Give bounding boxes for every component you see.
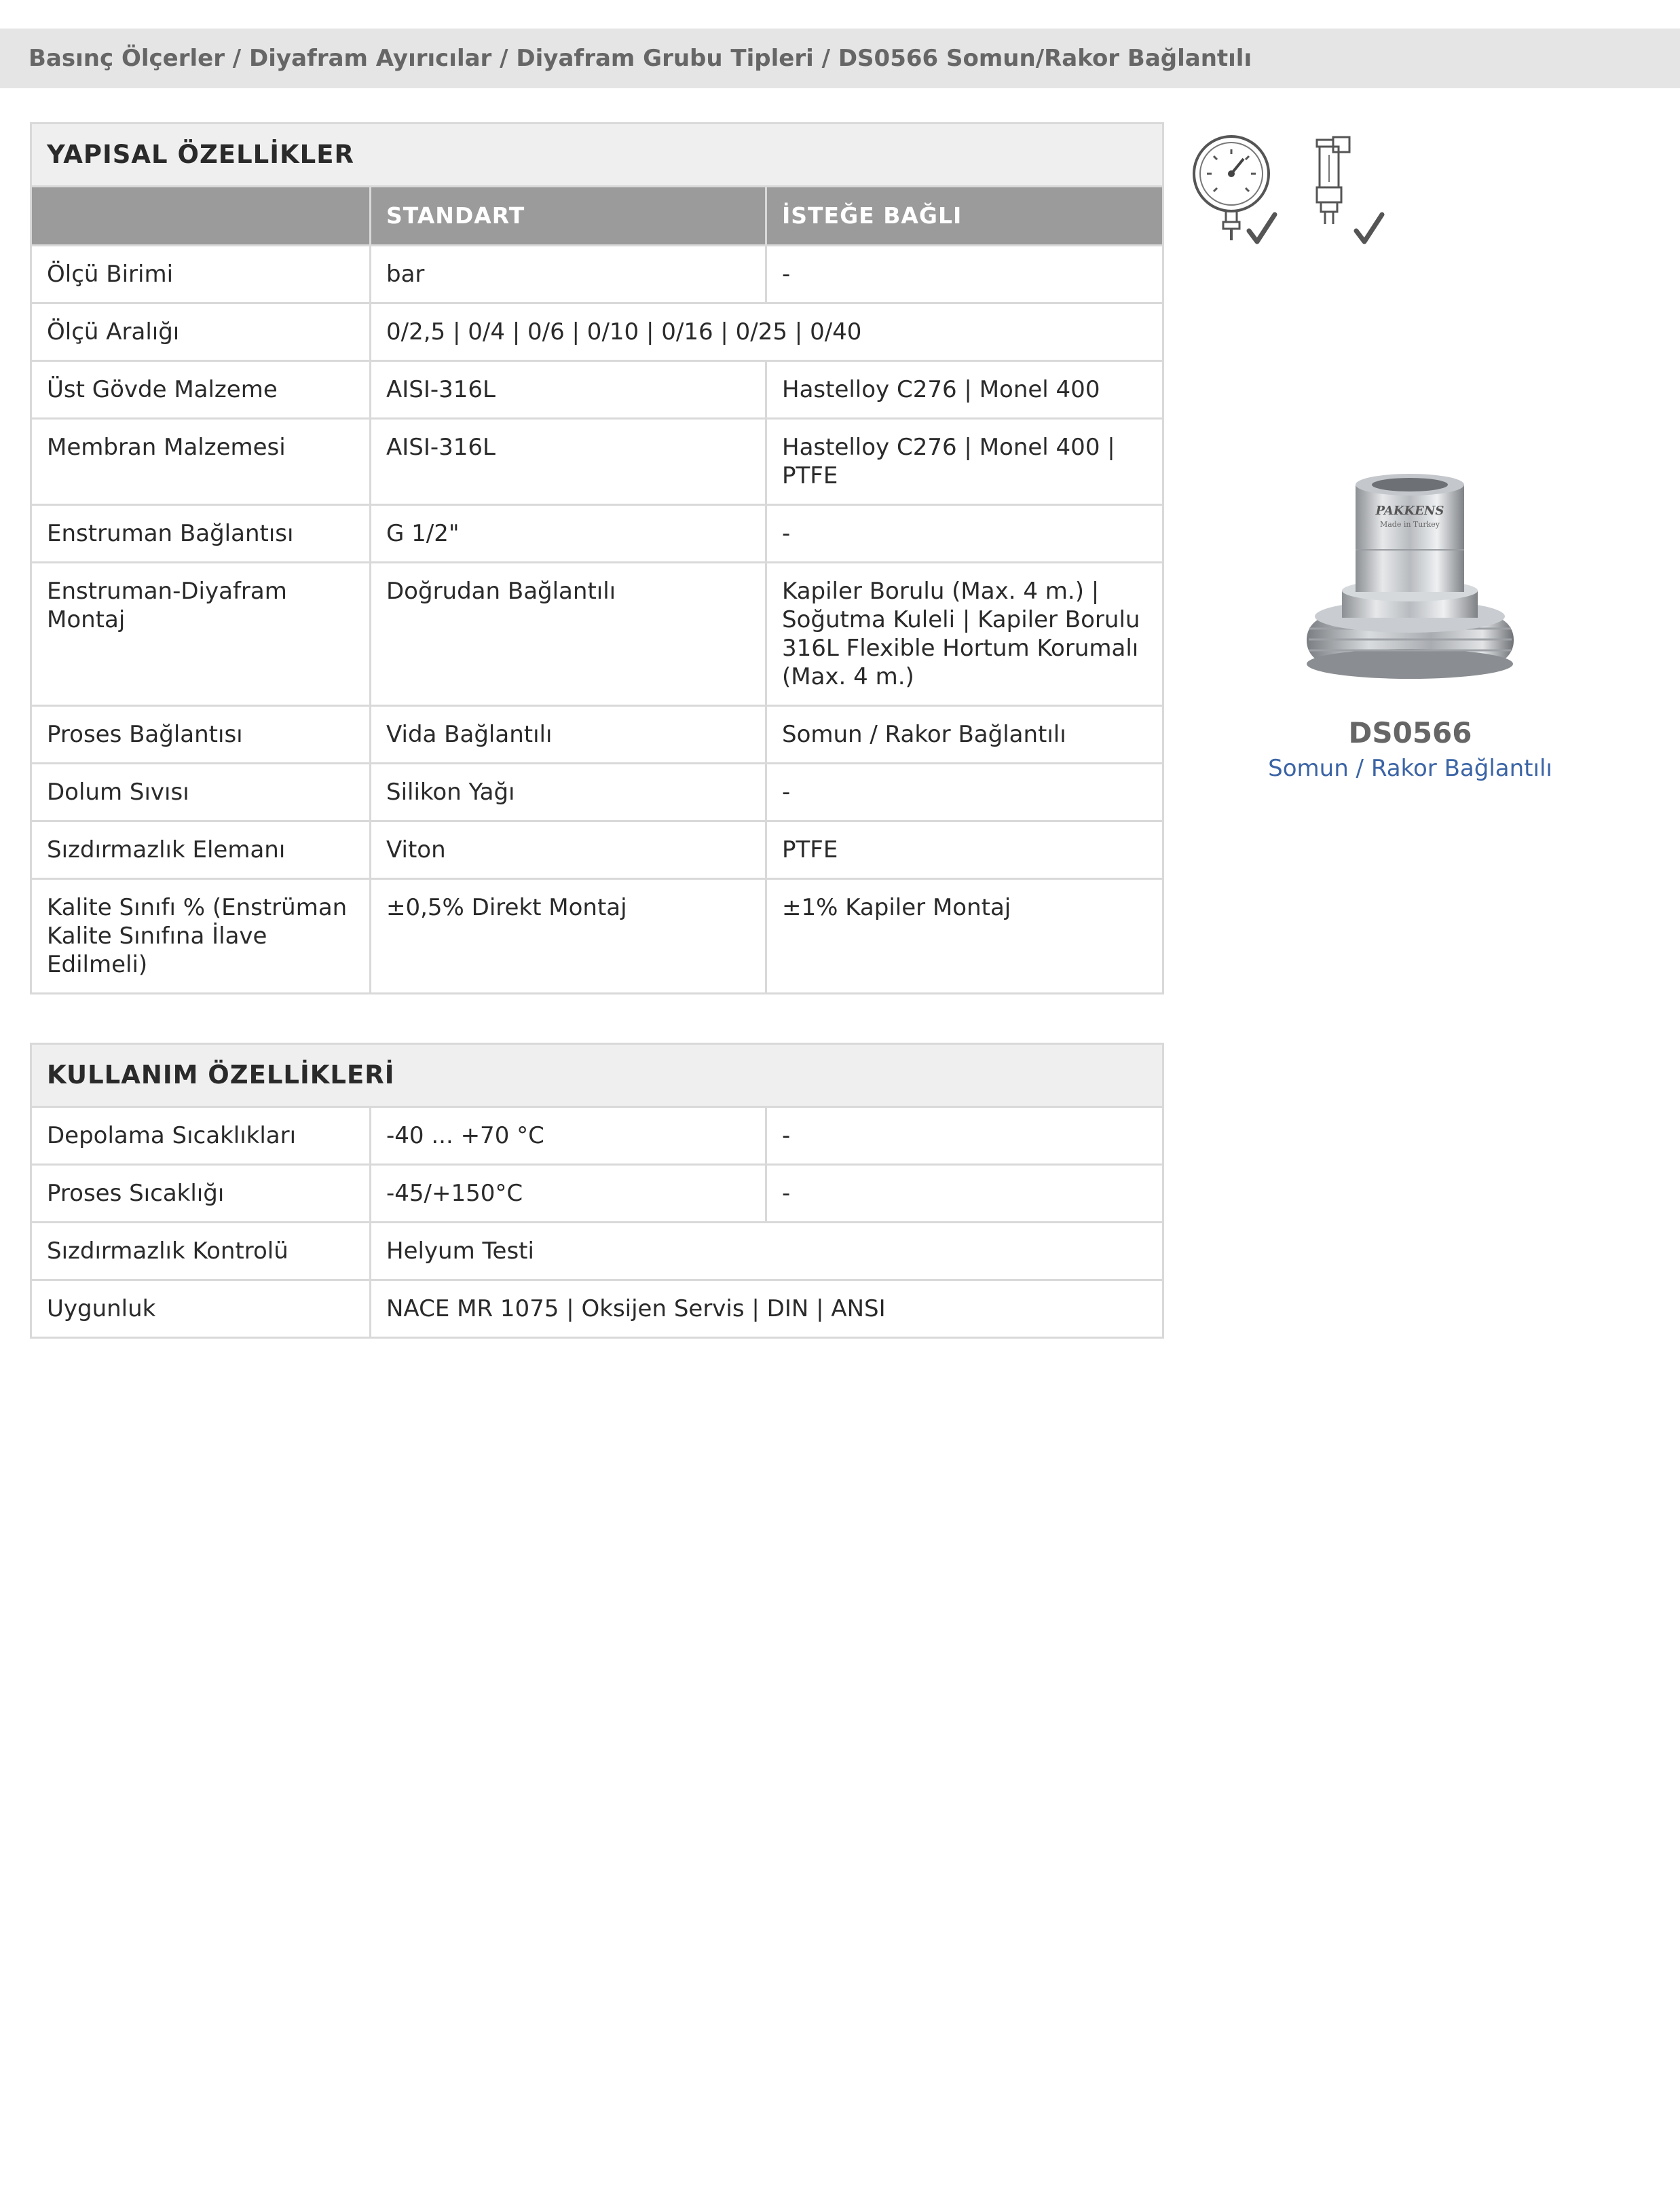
pressure-transmitter-icon [1317, 137, 1349, 224]
checkmark-icon [1356, 215, 1382, 242]
table-row [31, 821, 1163, 879]
breadcrumb: Basınç Ölçerler / Diyafram Ayırıcılar / Diyafram Grubu Tipleri / DS0566 Somun/Rakor Bağlantılı [0, 29, 1680, 88]
optional-value: Hastelloy C276 | Monel 400 | PTFE [766, 419, 1163, 505]
optional-value: Kapiler Borulu (Max. 4 m.) | Soğutma Kuleli | Kapiler Borulu 316L Flexible Hortum Korumalı (Max. 4 m.) [766, 563, 1163, 706]
usage-properties-table [30, 1043, 1164, 1339]
row-label: Sızdırmazlık Elemanı [31, 821, 371, 879]
table-row [31, 419, 1163, 505]
product-image [1307, 468, 1514, 686]
row-label: Kalite Sınıfı % (Enstrüman Kalite Sınıfına İlave Edilmeli) [31, 879, 371, 994]
optional-value: ±1% Kapiler Montaj [766, 879, 1163, 994]
standard-value: Viton [371, 821, 766, 879]
table-row [31, 505, 1163, 563]
table-row [31, 1165, 1163, 1223]
table-row [31, 303, 1163, 361]
brand-stamp-subtitle: Made in Turkey [1379, 520, 1440, 529]
row-label: Ölçü Aralığı [31, 303, 371, 361]
optional-value: PTFE [766, 821, 1163, 879]
row-label: Enstruman-Diyafram Montaj [31, 563, 371, 706]
row-label: Dolum Sıvısı [31, 764, 371, 821]
row-label: Proses Bağlantısı [31, 706, 371, 764]
standard-value: 0/2,5 | 0/4 | 0/6 | 0/10 | 0/16 | 0/25 | 0/40 [371, 303, 1163, 361]
standard-value: ±0,5% Direkt Montaj [371, 879, 766, 994]
product-code: DS0566 [1348, 716, 1472, 749]
standard-value: NACE MR 1075 | Oksijen Servis | DIN | ANSI [371, 1280, 1163, 1338]
table-row [31, 764, 1163, 821]
pressure-gauge-icon [1194, 136, 1269, 240]
row-label: Ölçü Birimi [31, 246, 371, 303]
standard-value: -45/+150°C [371, 1165, 766, 1223]
optional-value: - [766, 246, 1163, 303]
row-label: Sızdırmazlık Kontrolü [31, 1223, 371, 1280]
standard-value: Helyum Testi [371, 1223, 1163, 1280]
row-label: Uygunluk [31, 1280, 371, 1338]
standard-value: AISI-316L [371, 361, 766, 419]
table-row [31, 1280, 1163, 1338]
checkmark-icon [1249, 215, 1275, 242]
optional-value: - [766, 1107, 1163, 1165]
optional-value: - [766, 505, 1163, 563]
table-row [31, 1107, 1163, 1165]
section-title: YAPISAL ÖZELLİKLER [31, 124, 1163, 187]
table-row [31, 563, 1163, 706]
column-header-optional: İSTEĞE BAĞLI [766, 187, 1163, 246]
table-row [31, 1223, 1163, 1280]
standard-value: Doğrudan Bağlantılı [371, 563, 766, 706]
standard-value: -40 ... +70 °C [371, 1107, 766, 1165]
brand-stamp: PAKKENS [1375, 504, 1444, 518]
section-title: KULLANIM ÖZELLİKLERİ [31, 1044, 1163, 1107]
table-row [31, 361, 1163, 419]
optional-value: - [766, 764, 1163, 821]
standard-value: Vida Bağlantılı [371, 706, 766, 764]
table-row [31, 706, 1163, 764]
row-label: Membran Malzemesi [31, 419, 371, 505]
standard-value: G 1/2" [371, 505, 766, 563]
standard-value: bar [371, 246, 766, 303]
row-label: Enstruman Bağlantısı [31, 505, 371, 563]
column-header-row [31, 187, 1163, 246]
compatibility-icons [1187, 130, 1404, 253]
optional-value: Somun / Rakor Bağlantılı [766, 706, 1163, 764]
standard-value: AISI-316L [371, 419, 766, 505]
table-row [31, 246, 1163, 303]
optional-value: - [766, 1165, 1163, 1223]
table-row [31, 879, 1163, 994]
optional-value: Hastelloy C276 | Monel 400 [766, 361, 1163, 419]
standard-value: Silikon Yağı [371, 764, 766, 821]
row-label: Depolama Sıcaklıkları [31, 1107, 371, 1165]
column-header-empty [31, 187, 371, 246]
product-name-link[interactable]: Somun / Rakor Bağlantılı [1268, 755, 1552, 782]
structural-properties-table [30, 122, 1164, 994]
row-label: Üst Gövde Malzeme [31, 361, 371, 419]
column-header-standard: STANDART [371, 187, 766, 246]
row-label: Proses Sıcaklığı [31, 1165, 371, 1223]
